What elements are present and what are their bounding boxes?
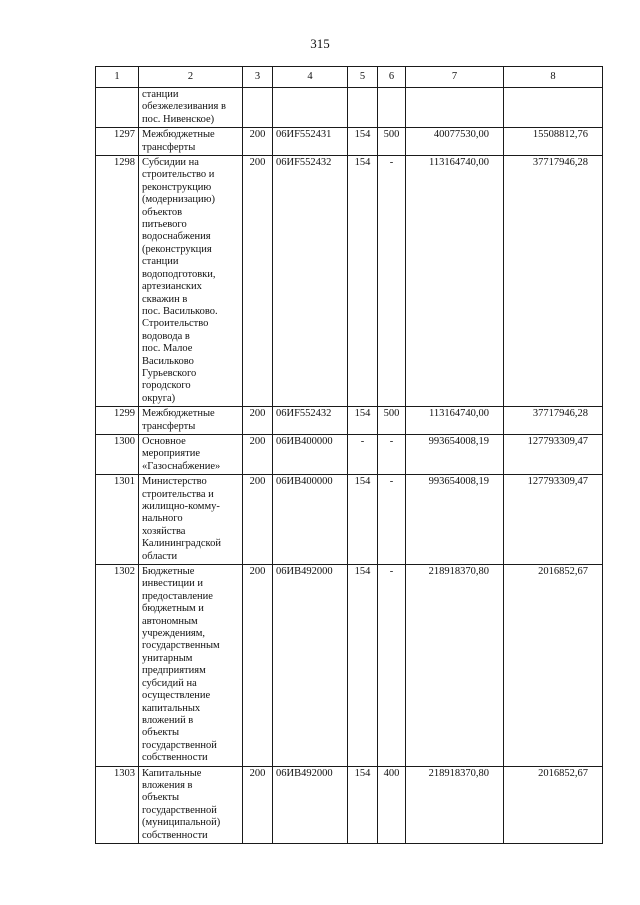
name-line: водоподготовки, bbox=[142, 268, 216, 280]
name-line: объектов bbox=[142, 206, 183, 218]
amount-2024-cell: 2016852,67 bbox=[504, 565, 603, 767]
ministry-code-cell: 154 bbox=[348, 407, 378, 435]
name-line: пос. Нивенское) bbox=[142, 113, 215, 125]
amount-2023-cell: 993654008,19 bbox=[406, 434, 504, 474]
budget-table bbox=[95, 66, 603, 844]
name-line: артезианских bbox=[142, 281, 202, 293]
name-line: Межбюджетные bbox=[142, 408, 215, 420]
name-line: (модернизацию) bbox=[142, 194, 215, 206]
table-row bbox=[96, 156, 603, 407]
name-line: предприятиям bbox=[142, 665, 206, 677]
expense-type-cell: - bbox=[378, 434, 406, 474]
name-line: трансферты bbox=[142, 141, 196, 153]
continuation-row bbox=[96, 88, 603, 128]
row-number-cell: 1303 bbox=[96, 766, 139, 843]
target-code-cell: 06ИВ492000 bbox=[273, 766, 348, 843]
table-row bbox=[96, 434, 603, 474]
expense-type-cell: 500 bbox=[378, 407, 406, 435]
name-line: Министерство bbox=[142, 476, 207, 488]
table-row bbox=[96, 766, 603, 843]
name-line: инвестиции и bbox=[142, 578, 204, 590]
row-number-cell: 1301 bbox=[96, 475, 139, 565]
name-line: государственной bbox=[142, 739, 217, 751]
item-name-cell bbox=[139, 434, 243, 474]
name-line: осуществление bbox=[142, 690, 211, 702]
item-name-cell bbox=[139, 156, 243, 407]
name-line: Основное bbox=[142, 435, 186, 447]
ministry-code-cell: 154 bbox=[348, 156, 378, 407]
name-line: вложений в bbox=[142, 714, 194, 726]
name-line: Строительство bbox=[142, 318, 209, 330]
item-name-cell bbox=[139, 407, 243, 435]
name-line: государственной bbox=[142, 804, 217, 816]
name-line: Бюджетные bbox=[142, 566, 195, 578]
name-line: Гурьевского bbox=[142, 367, 197, 379]
name-line: (муниципальной) bbox=[142, 817, 221, 829]
amount-2023-cell: 218918370,80 bbox=[406, 565, 504, 767]
ministry-code-cell: 154 bbox=[348, 766, 378, 843]
amount-2023-cell: 113164740,00 bbox=[406, 156, 504, 407]
name-line: реконструкцию bbox=[142, 181, 212, 193]
name-line: субсидий на bbox=[142, 677, 197, 689]
name-line: скважин в bbox=[142, 293, 188, 305]
column-header: 3 bbox=[243, 67, 273, 88]
table-row bbox=[96, 407, 603, 435]
page-number: 315 bbox=[310, 36, 330, 51]
name-line: питьевого bbox=[142, 219, 187, 231]
name-line: станции bbox=[142, 89, 179, 100]
section-cell: 200 bbox=[243, 475, 273, 565]
name-line: хозяйства bbox=[142, 525, 186, 537]
amount-2024-cell: 127793309,47 bbox=[504, 434, 603, 474]
name-line: мероприятие bbox=[142, 448, 200, 460]
ministry-code-cell: 154 bbox=[348, 475, 378, 565]
name-line: Капитальные bbox=[142, 767, 202, 779]
item-name-cell bbox=[139, 475, 243, 565]
name-line: водовода в bbox=[142, 330, 190, 342]
name-line: учреждениям, bbox=[142, 628, 206, 640]
name-line: жилищно-комму- bbox=[142, 501, 220, 512]
ministry-code-cell: 154 bbox=[348, 128, 378, 156]
amount-2023-cell: 40077530,00 bbox=[406, 128, 504, 156]
column-header: 8 bbox=[504, 67, 603, 88]
row-number-cell: 1298 bbox=[96, 156, 139, 407]
table-header-row bbox=[96, 67, 603, 88]
item-name-cell bbox=[139, 88, 243, 128]
row-number-cell bbox=[96, 88, 139, 128]
column-header: 2 bbox=[139, 67, 243, 88]
target-code-cell: 06ИВ400000 bbox=[273, 475, 348, 565]
item-name-cell bbox=[139, 766, 243, 843]
name-line: пос. Малое bbox=[142, 343, 193, 355]
name-line: Васильково bbox=[142, 355, 194, 367]
column-header: 6 bbox=[378, 67, 406, 88]
target-code-cell: 06ИF552432 bbox=[273, 156, 348, 407]
name-line: Межбюджетные bbox=[142, 129, 215, 141]
amount-2023-cell: 218918370,80 bbox=[406, 766, 504, 843]
name-line: строительство и bbox=[142, 169, 215, 181]
name-line: предоставление bbox=[142, 590, 213, 602]
name-line: (реконструкция bbox=[142, 243, 212, 255]
section-cell: 200 bbox=[243, 156, 273, 407]
row-number-cell: 1299 bbox=[96, 407, 139, 435]
item-name-cell bbox=[139, 128, 243, 156]
name-line: пос. Васильково. bbox=[142, 305, 218, 317]
name-line: капитальных bbox=[142, 702, 201, 714]
table-row bbox=[96, 128, 603, 156]
column-header: 7 bbox=[406, 67, 504, 88]
name-line: объекты bbox=[142, 792, 180, 804]
column-header: 5 bbox=[348, 67, 378, 88]
target-code-cell: 06ИВ400000 bbox=[273, 434, 348, 474]
name-line: объекты bbox=[142, 727, 180, 739]
name-line: обезжелезивания в bbox=[142, 101, 226, 113]
name-line: городского bbox=[142, 380, 191, 392]
amount-2023-cell: 993654008,19 bbox=[406, 475, 504, 565]
name-line: бюджетным и bbox=[142, 603, 204, 615]
name-line: государственным bbox=[142, 640, 220, 652]
name-line: трансферты bbox=[142, 420, 196, 432]
amount-2024-cell: 2016852,67 bbox=[504, 766, 603, 843]
column-header: 1 bbox=[96, 67, 139, 88]
name-line: собственности bbox=[142, 829, 208, 841]
row-number-cell: 1302 bbox=[96, 565, 139, 767]
section-cell: 200 bbox=[243, 128, 273, 156]
section-cell: 200 bbox=[243, 766, 273, 843]
table-row bbox=[96, 565, 603, 767]
name-line: нального bbox=[142, 513, 183, 525]
target-code-cell: 06ИF552432 bbox=[273, 407, 348, 435]
name-line: «Газоснабжение» bbox=[142, 460, 221, 472]
item-name-cell bbox=[139, 565, 243, 767]
target-code-cell: 06ИВ492000 bbox=[273, 565, 348, 767]
amount-2024-cell: 127793309,47 bbox=[504, 475, 603, 565]
name-line: автономным bbox=[142, 615, 198, 627]
expense-type-cell: 500 bbox=[378, 128, 406, 156]
name-line: водоснабжения bbox=[142, 231, 211, 243]
row-number-cell: 1297 bbox=[96, 128, 139, 156]
ministry-code-cell: 154 bbox=[348, 565, 378, 767]
row-number-cell: 1300 bbox=[96, 434, 139, 474]
name-line: собственности bbox=[142, 752, 208, 764]
section-cell: 200 bbox=[243, 407, 273, 435]
name-line: унитарным bbox=[142, 652, 193, 664]
amount-2024-cell: 15508812,76 bbox=[504, 128, 603, 156]
name-line: вложения в bbox=[142, 779, 193, 791]
name-line: округа) bbox=[142, 392, 176, 404]
ministry-code-cell: - bbox=[348, 434, 378, 474]
name-line: Калининградской bbox=[142, 538, 221, 550]
name-line: области bbox=[142, 550, 178, 562]
section-cell: 200 bbox=[243, 565, 273, 767]
section-cell: 200 bbox=[243, 434, 273, 474]
amount-2024-cell: 37717946,28 bbox=[504, 407, 603, 435]
expense-type-cell: - bbox=[378, 565, 406, 767]
column-header: 4 bbox=[273, 67, 348, 88]
expense-type-cell: - bbox=[378, 156, 406, 407]
name-line: Субсидии на bbox=[142, 157, 199, 169]
name-line: строительства и bbox=[142, 488, 214, 500]
expense-type-cell: 400 bbox=[378, 766, 406, 843]
expense-type-cell: - bbox=[378, 475, 406, 565]
target-code-cell: 06ИF552431 bbox=[273, 128, 348, 156]
amount-2024-cell: 37717946,28 bbox=[504, 156, 603, 407]
amount-2023-cell: 113164740,00 bbox=[406, 407, 504, 435]
table-row bbox=[96, 475, 603, 565]
name-line: станции bbox=[142, 256, 179, 268]
